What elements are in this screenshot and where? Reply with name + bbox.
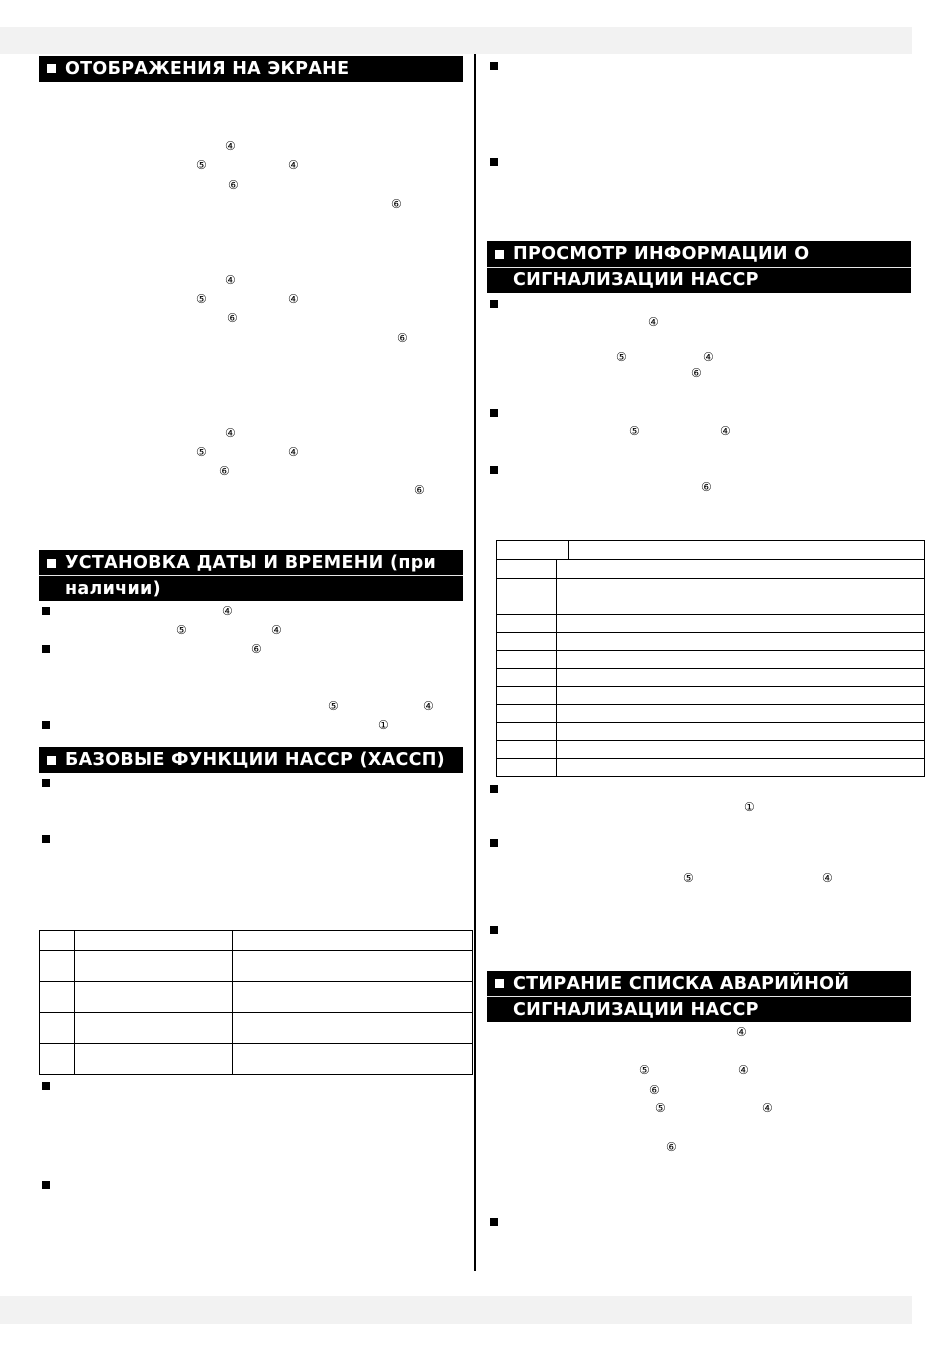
key-6-symbol: ⑥	[666, 1140, 677, 1154]
key-4-symbol: ④	[423, 699, 434, 713]
key-6-symbol: ⑥	[414, 483, 425, 497]
table-row	[40, 1013, 473, 1044]
table-row	[40, 1044, 473, 1075]
bullet-icon	[42, 1082, 50, 1090]
heading-text: БАЗОВЫЕ ФУНКЦИИ HACCP (ХАССП)	[65, 750, 445, 770]
table-row	[497, 615, 925, 633]
key-4-symbol: ④	[288, 445, 299, 459]
heading-text-line-2: СИГНАЛИЗАЦИИ HACCP	[513, 1000, 759, 1020]
key-1-symbol: ①	[378, 718, 389, 732]
key-4-symbol: ④	[762, 1101, 773, 1115]
bullet-icon	[490, 785, 498, 793]
table-row	[497, 633, 925, 651]
heading-text-line-2: СИГНАЛИЗАЦИИ HACCP	[513, 270, 759, 290]
table-row	[497, 705, 925, 723]
key-4-symbol: ④	[271, 623, 282, 637]
bullet-icon	[42, 645, 50, 653]
bullet-square-icon	[47, 64, 56, 73]
key-4-symbol: ④	[736, 1025, 747, 1039]
key-6-symbol: ⑥	[228, 178, 239, 192]
table-row	[497, 541, 925, 560]
header-band	[0, 27, 912, 54]
bullet-square-icon	[47, 559, 56, 568]
key-4-symbol: ④	[222, 604, 233, 618]
table-row	[40, 951, 473, 982]
haccp-alarm-header-table	[496, 540, 925, 560]
heading-text-line-2: наличии)	[65, 579, 161, 599]
section-heading-haccp-view	[487, 241, 911, 293]
key-5-symbol: ⑤	[639, 1063, 650, 1077]
key-5-symbol: ⑤	[196, 292, 207, 306]
haccp-alarm-table	[496, 559, 925, 777]
key-1-symbol: ①	[744, 800, 755, 814]
key-6-symbol: ⑥	[397, 331, 408, 345]
key-5-symbol: ⑤	[196, 158, 207, 172]
key-5-symbol: ⑤	[629, 424, 640, 438]
table-row	[497, 669, 925, 687]
key-4-symbol: ④	[822, 871, 833, 885]
bullet-icon	[42, 835, 50, 843]
bullet-icon	[490, 926, 498, 934]
section-heading-haccp-clear	[487, 971, 911, 1022]
key-4-symbol: ④	[225, 426, 236, 440]
table-row	[497, 560, 925, 579]
key-5-symbol: ⑤	[196, 445, 207, 459]
heading-text: ОТОБРАЖЕНИЯ НА ЭКРАНЕ	[65, 59, 350, 79]
table-row	[497, 741, 925, 759]
key-5-symbol: ⑤	[655, 1101, 666, 1115]
bullet-icon	[490, 158, 498, 166]
bullet-icon	[42, 721, 50, 729]
heading-text-line-1: УСТАНОВКА ДАТЫ И ВРЕМЕНИ (при	[65, 553, 437, 573]
key-4-symbol: ④	[225, 139, 236, 153]
key-4-symbol: ④	[648, 315, 659, 329]
bullet-square-icon	[47, 756, 56, 765]
key-4-symbol: ④	[225, 273, 236, 287]
heading-text-line-1: ПРОСМОТР ИНФОРМАЦИИ О	[513, 244, 810, 264]
bullet-icon	[490, 466, 498, 474]
key-6-symbol: ⑥	[219, 464, 230, 478]
haccp-function-table	[39, 930, 473, 1075]
heading-text-line-1: СТИРАНИЕ СПИСКА АВАРИЙНОЙ	[513, 974, 850, 994]
section-heading-display	[39, 56, 463, 82]
key-6-symbol: ⑥	[391, 197, 402, 211]
table-row	[497, 723, 925, 741]
bullet-icon	[42, 607, 50, 615]
bullet-icon	[490, 409, 498, 417]
bullet-icon	[490, 1218, 498, 1226]
section-heading-date-time	[39, 550, 463, 601]
section-heading-haccp-basic	[39, 747, 463, 773]
key-5-symbol: ⑤	[683, 871, 694, 885]
bullet-icon	[42, 1181, 50, 1189]
bullet-icon	[490, 839, 498, 847]
table-row	[497, 579, 925, 615]
key-4-symbol: ④	[288, 158, 299, 172]
table-row	[497, 651, 925, 669]
key-4-symbol: ④	[288, 292, 299, 306]
bullet-square-icon	[495, 250, 504, 259]
bullet-square-icon	[495, 979, 504, 988]
key-5-symbol: ⑤	[616, 350, 627, 364]
key-4-symbol: ④	[738, 1063, 749, 1077]
column-divider	[474, 54, 476, 1271]
table-row	[40, 931, 473, 951]
key-6-symbol: ⑥	[701, 480, 712, 494]
table-row	[40, 982, 473, 1013]
key-6-symbol: ⑥	[251, 642, 262, 656]
key-4-symbol: ④	[720, 424, 731, 438]
key-6-symbol: ⑥	[649, 1083, 660, 1097]
bullet-icon	[42, 779, 50, 787]
bullet-icon	[490, 300, 498, 308]
key-4-symbol: ④	[703, 350, 714, 364]
table-row	[497, 687, 925, 705]
key-5-symbol: ⑤	[176, 623, 187, 637]
footer-band	[0, 1296, 912, 1324]
table-row	[497, 759, 925, 777]
key-6-symbol: ⑥	[691, 366, 702, 380]
key-5-symbol: ⑤	[328, 699, 339, 713]
key-6-symbol: ⑥	[227, 311, 238, 325]
bullet-icon	[490, 62, 498, 70]
